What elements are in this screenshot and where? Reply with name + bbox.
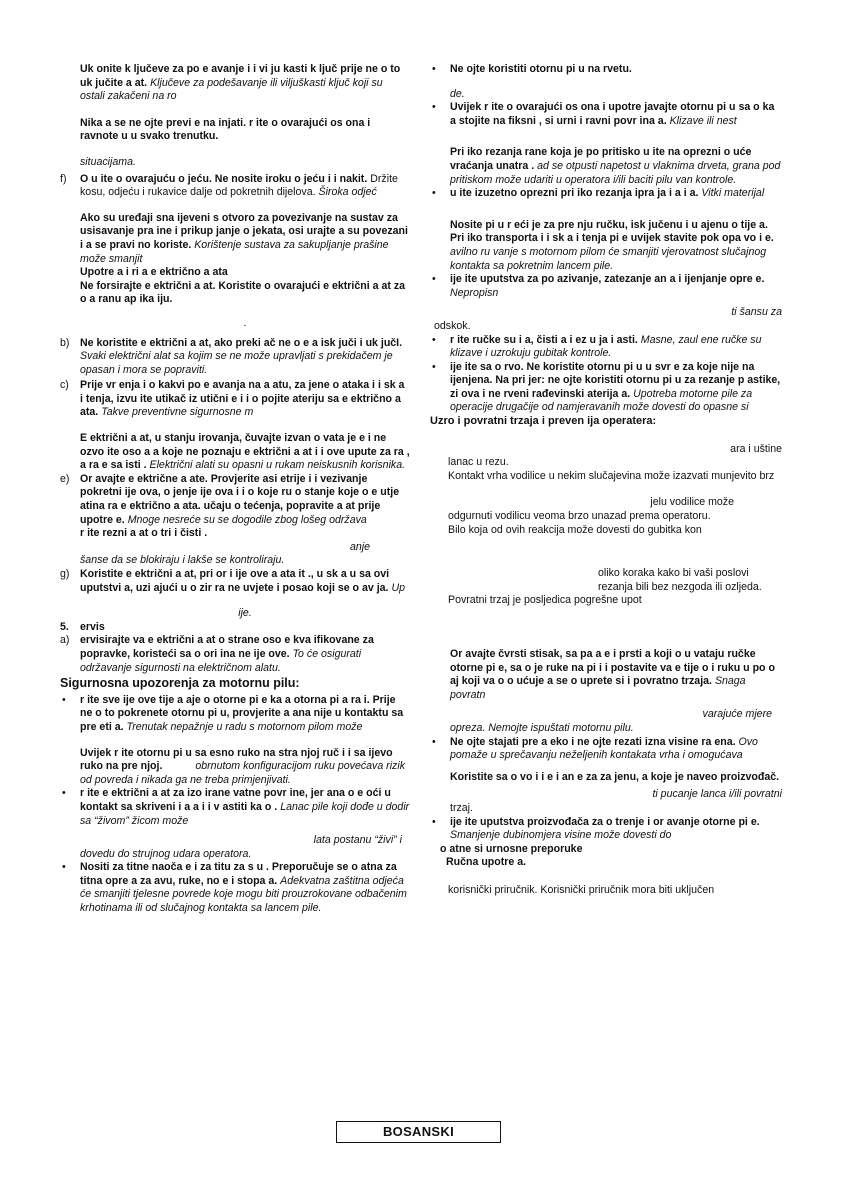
bold-text: E ektrični a at, u stanju irovanja, čuvajte izvan o vata je e i ne ozvo ite oso a a koje ne poznaju e ektrični a at i i ove upute za ra , a ra e sa isti . (80, 432, 410, 472)
italic-text: ti šansu za (731, 306, 782, 319)
item-marker: c) (60, 379, 69, 392)
italic-text: Smanjenje dubinomjera visine može dovesti do (450, 829, 672, 842)
bold-text: O u ite o ovarajuću o jeću. Ne nosite iroku o jeću i i nakit. (80, 172, 368, 185)
section-title: ervis (80, 620, 105, 633)
bullet-sharpening (430, 816, 782, 843)
italic-text: Ključeve za podešavanje ili viljuškasti ključ koji su ostali zakačeni na ro (80, 76, 383, 103)
italic-text: obrnutom konfiguracijom ruku povećava rizik od povreda i nikada ga ne treba primjenjivati. (80, 760, 405, 786)
paragraph-spring-back (430, 146, 782, 187)
italic-text: anje (349, 540, 370, 553)
plain-text: Bilo koja od ovih reakcija može dovesti do gubitka kon (448, 523, 702, 536)
item-marker: e) (60, 472, 70, 485)
bold-text: r ite e ektrični a at za izo irane vatne povr ine, jer ana o e oći u kontakt sa skriveni i a a i i v astiti ka o . (80, 787, 391, 813)
bullet-no-tree (430, 63, 782, 101)
italic-text: šanse da se blokiraju i lakše se kontroliraju. (80, 554, 285, 567)
bold-text: ije ite sa o rvo. Ne koristite otornu pi u u svr e za koje nije na ijenjena. Na pri jer: ne ojte koristiti otornu pi u za rezanje p astike, zi ova i ne rveni rađevinski aterija a. (450, 360, 781, 400)
italic-text: avilno ru vanje s motornom pilom će smanjiti vjerovatnost slučajnog kontakta sa pokretnim lancem pile. (450, 245, 767, 272)
italic-text: Masne, zaul ene ručke su klizave i uzrokuju gubitak kontrole. (450, 333, 762, 360)
kickback-heading: Uzro i povratni trzaja i preven ija operatera: (430, 415, 657, 428)
italic-text: Klizave ili nest (669, 114, 737, 127)
item-f-clothing (60, 173, 410, 200)
bullet-brush (430, 187, 782, 201)
bold-text: Ne koristite e ektrični a at, ako preki ač ne o e a isk juči i uk jučI. (80, 336, 403, 349)
plain-text: ara i uštine (730, 442, 782, 455)
bullet-wood-only (430, 361, 782, 415)
paragraph-tool-use (60, 266, 410, 330)
item-marker: f) (60, 172, 67, 185)
plain-text: korisnički priručnik. Korisnički priručnik mora biti uključen (448, 883, 715, 896)
bullet-marker: • (432, 273, 436, 286)
bold-text: Ne ojte stajati pre a eko i ne ojte rezati izna visine ra ena. (450, 735, 736, 748)
plain-text: odgurnuti vodilicu veoma brzo unazad prema operatoru. (448, 510, 711, 523)
bullet-marker: • (62, 693, 66, 706)
bold-text: Ne forsirajte e ektrični a at. Koristite o ovarajući e ektrični a at za o a ranu ap ika iju. (80, 279, 406, 306)
item-marker: g) (60, 568, 70, 580)
italic-text: ti pucanje lanca i/ili povratni (652, 788, 782, 801)
bold-text: Koristite e ektrični a at, pri or i ije ove a ata it ., u sk a u sa ovi uputstvi a, uzi ajući u o zir ra ne uvjete i posao koji se o av ja. (80, 568, 390, 594)
paragraph-remove-keys (60, 63, 410, 104)
bold-text: Pri iko rezanja rane koja je po pritisko u ite na oprezni o uće vraćanja unatra . (450, 146, 752, 172)
plain-text: odskok. (434, 319, 471, 332)
plain-text: Držite kosu, odjeću i rukavice dalje od pokretnih dijelova. (80, 172, 398, 199)
bullet-handles (430, 334, 782, 361)
bullet-insulated (60, 787, 410, 861)
bold-text: ije ite uputstva za po azivanje, zatezanje an a i ijenjanje opre e. (450, 273, 765, 286)
right-column (430, 63, 782, 898)
paragraph-carry (430, 219, 782, 273)
bullet-marker: • (62, 787, 66, 800)
paragraph-balance (60, 117, 410, 170)
bold-text: r ite sve ije ove tije a aje o otorne pi e ka a otorna pi a ra i. Prije ne o to pokrenete otornu pi u, provjerite a ana nije u kontaktu sa pre eti a. (80, 693, 404, 733)
bold-heading: Upotre a i ri a e ektrično a ata (80, 266, 228, 279)
paragraph-grip-firm (430, 648, 782, 736)
bold-text: r ite rezni a at o tri i čisti . (80, 527, 208, 540)
item-g-use (60, 568, 410, 621)
paragraph-replacement (430, 771, 782, 816)
italic-text: Adekvatna zaštitna odjeća će smanjiti tjelesne povrede koje mogu biti prouzrokovane odbačenim krhotinama ili od slučajnog kontakta sa lancem pile. (80, 874, 407, 915)
bullet-protection (60, 861, 410, 915)
paragraph-storage (60, 432, 410, 473)
italic-text: Upotreba motorne pile za operacije drugačije od namjeravanih može dovesti do opasne si (450, 387, 753, 414)
bold-heading: o atne si urnosne preporuke (440, 842, 583, 855)
bold-text: Or avajte e ektrične a ate. Provjerite asi etrije i i vezivanje pokretni ije ova, o jenje ije ova i i o koje ru o stanje koje o e utje atina ra e ektrično a ata. učaju o tećenja, popravite a at prije upotre e. (80, 472, 400, 526)
bold-text: Nosite pi u r eći je za pre nju ručku, isk jučenu i u ajenu o tije a. Pri iko transporta i i sk a i tenja pi e uvijek stavite pok opa vo i e. (450, 218, 774, 245)
bullet-marker: • (432, 333, 436, 346)
plain-text: lanac u rezu. (448, 456, 509, 469)
bold-heading: Ručna upotre a. (446, 856, 527, 869)
italic-text: Električni alati su opasni u rukam neiskusnih korisnika. (149, 459, 406, 472)
section-number: 5. (60, 620, 69, 633)
bullet-marker: • (432, 815, 436, 828)
bullet-marker: • (432, 101, 436, 114)
left-column (60, 63, 410, 916)
bullet-footing (430, 101, 782, 128)
bullet-grip (60, 747, 410, 788)
italic-text: opreza. Nemojte ispuštati motornu pilu. (450, 721, 634, 734)
item-marker: a) (60, 634, 70, 647)
italic-text: de. (450, 87, 465, 100)
italic-text: ad se otpusti napetost u vlaknima drveta, grana pod pritiskom može udariti u operatora i/ili baciti pilu van kontrole. (450, 159, 781, 186)
bold-text: Ako su uređaji sna ijeveni s otvoro za povezivanje na sustav za usisavanje pra ine i prikup janje o jekata, osi urajte a su povezani i a se pravi no koriste. (80, 211, 408, 251)
bullet-marker: • (432, 187, 436, 200)
kickback-causes (430, 443, 782, 608)
item-e-maintain (60, 473, 410, 527)
plain-text: jelu vodilice može (650, 496, 734, 509)
plain-text: trzaj. (450, 801, 473, 814)
italic-text: varajuće mjere (702, 708, 772, 721)
italic-text: Široka odjeć (318, 186, 377, 199)
plain-text: Povratni trzaj je posljedica pogrešne upot (448, 594, 642, 607)
italic-text: Korištenje sustava za sakupljanje prašine može smanjit (80, 238, 389, 265)
bullet-marker: • (62, 861, 66, 874)
bold-text: Nositi za titne naoča e i za titu za s u . Preporučuje se o atna za titna opre a za avu, ruke, no e i stopa a. (80, 861, 397, 887)
italic-text: ije. (238, 607, 252, 620)
italic-text: Mnoge nesreće su se dogodile zbog lošeg održava (127, 513, 367, 526)
italic-text: Up (391, 581, 405, 594)
bullet-marker: • (432, 63, 436, 75)
item-c-disconnect (60, 379, 410, 420)
italic-text: situacijama. (80, 155, 136, 168)
bullet-keep-away (60, 694, 410, 735)
bold-text: Uvijek r ite otornu pi u sa esno ruko na stra njoj ruč i i sa ijevo ruko na pre njoj. (80, 746, 393, 773)
italic-text: Ovo pomaže u sprečavanju neželjenih kontakata vrha i omogućava (450, 735, 758, 762)
item-a-service (60, 634, 410, 675)
italic-text: lata postanu “živi” i (313, 834, 402, 847)
paragraph-sharp-tools (60, 527, 410, 568)
dot-text: . (243, 316, 247, 329)
section-heading: Sigurnosna upozorenja za motornu pilu: (60, 676, 300, 691)
plain-text: oliko koraka kako bi vaši poslovi rezanja bili bez nezgoda ili ozljeda. (598, 567, 762, 593)
italic-text: Trenutak nepažnje u radu s motornom pilom može (126, 720, 363, 733)
bullet-overreach (430, 736, 782, 763)
footer-language-label: BOSANSKI (336, 1121, 501, 1143)
bold-text: Prije vr enja i o kakvi po e avanja na a atu, za jene o ataka i i sk a i tenja, izvu ite utikač iz utični e i i o pojite ateriju sa e ektrično a ata. (80, 379, 405, 419)
italic-text: Vitki materijal (701, 187, 765, 200)
section-5-service (60, 621, 410, 635)
bullet-lubrication (430, 273, 782, 333)
bold-text: ervisirajte va e ektrični a at o strane oso e kva ifikovane za popravke, koristeći sa o ori ina ne ije ove. (80, 634, 374, 660)
bullet-marker: • (432, 735, 436, 748)
italic-text: Snaga povratn (450, 675, 746, 701)
bold-text: u ite izuzetno oprezni pri iko rezanja ipra ja i a i a. (450, 187, 699, 200)
bold-text: ije ite uputstva proizvođača za o trenje i or avanje otorne pi e. (450, 815, 760, 828)
bold-text: Uk onite k ljučeve za po e avanje i i vi ju kasti k ljuč prije ne o to uk jučite a at. (80, 63, 401, 89)
item-b-switch (60, 337, 410, 378)
italic-text: Svaki električni alat sa kojim se ne može upravljati s prekidačem je opasan i mora se popraviti. (80, 350, 393, 376)
bold-text: Uvijek r ite o ovarajući os ona i upotre javajte otornu pi u sa o ka a stojite na fiksni , si urni i ravni povr ina a. (450, 101, 775, 127)
bold-text: Ne ojte koristiti otornu pi u na rvetu. (450, 63, 632, 75)
bold-text: r ite ručke su i a, čisti a i ez u ja i asti. (450, 333, 638, 346)
italic-text: To će osigurati održavanje sigurnosti na električnom alatu. (80, 647, 362, 674)
bold-text: Or avajte čvrsti stisak, sa pa a e i prsti a koji o u vataju ručke otorne pi e, sa o je ruke na pi i i postavite va e tije o i ruku u po o aj koji va o o ućuje a se o uprete si i povratno trzaja. (450, 648, 775, 688)
additional-safety (430, 843, 782, 898)
item-marker: b) (60, 336, 70, 349)
paragraph-dust-extraction (60, 212, 410, 266)
bold-text: Koristite sa o vo i i e i an e za za jenu, a koje je naveo proizvođač. (450, 770, 780, 783)
italic-text: dovedu do strujnog udara operatora. (80, 847, 252, 860)
italic-text: Nepropisn (450, 286, 499, 299)
italic-text: Lanac pile koji dođe u dodir sa “živom” žicom može (80, 800, 410, 827)
bold-text: Nika a se ne ojte previ e na injati. r ite o ovarajući os ona i ravnote u u svako trenutku. (80, 116, 371, 143)
bullet-marker: • (432, 360, 436, 373)
italic-text: Takve preventivne sigurnosne m (101, 406, 254, 419)
plain-text: Kontakt vrha vodilice u nekim slučajevina može izazvati munjevito brz (448, 469, 775, 482)
